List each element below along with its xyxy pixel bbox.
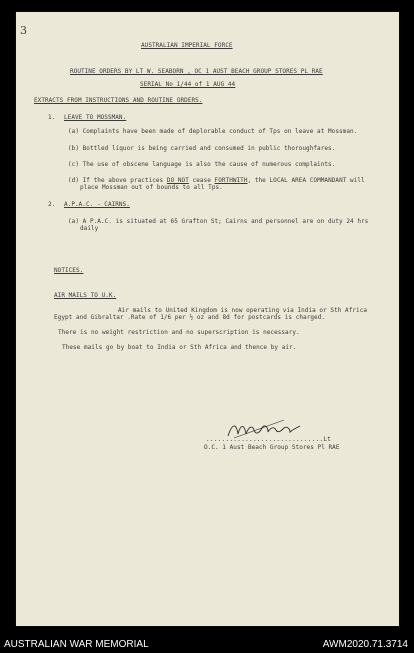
item-d-suffix: , the LOCAL AREA COMMANDANT will: [247, 177, 365, 184]
airmail-line4: These mails go by boat to India or Sth Africa and thence by air.: [62, 344, 297, 351]
section2-item-a-line2: daily: [80, 225, 99, 232]
item-b: (b) Bottled liquor is being carried and consumed in public thoroughfares.: [68, 145, 336, 152]
section1-number: 1.: [48, 114, 56, 121]
item-c: (c) The use of obscene language is also the cause of numerous complaints.: [68, 161, 336, 168]
item-d-line1: [68, 177, 365, 184]
item-d-mid: cease: [192, 177, 211, 184]
airmail-line1: Air mails to United Kingdom is now operating via India or Sth Africa: [118, 307, 368, 314]
archive-footer: [0, 637, 414, 653]
airmail-line2: Egypt and Gibraltar .Rate of 1/6 per ½ oz and 8d for postcards is charged.: [54, 314, 326, 321]
airmail-heading: AIR MAILS TO U.K.: [54, 292, 117, 299]
extracts-heading: EXTRACTS FROM INSTRUCTIONS AND ROUTINE ORDERS.: [34, 97, 203, 104]
signature-title: O.C. 1 Aust Beach Group Stores Pl RAE: [204, 444, 340, 451]
accession-number: AWM2020.71.3714: [322, 639, 408, 650]
section2-title: A.P.A.C. - CAIRNS.: [64, 201, 130, 208]
institution-name: AUSTRALIAN WAR MEMORIAL: [4, 639, 149, 650]
item-d-prefix: (d) If the above practices: [68, 177, 164, 184]
section2-number: 2.: [48, 201, 56, 208]
corner-handwritten-number: 3: [20, 24, 27, 37]
airmail-line3: There is no weight restriction and no superscription is necessary.: [58, 329, 300, 336]
item-a: (a) Complaints have been made of deplorable conduct of Tps on leave at Mossman.: [68, 128, 358, 135]
document-page: [16, 12, 399, 626]
serial-line: SERIAL No 1/44 of 1 AUG 44: [140, 81, 236, 88]
signature-dots: ..............................Lt: [206, 436, 332, 443]
section2-item-a-line1: (a) A P.A.C. is situated at 65 Grafton St; Cairns and personnel are on duty 24 hrs: [68, 218, 369, 225]
section1-title: LEAVE TO MOSSMAN.: [64, 114, 127, 121]
notices-heading: NOTICES.: [54, 267, 84, 274]
item-d-forthwith: FORTHWITH: [214, 177, 248, 184]
item-d-do-not: DO NOT: [166, 177, 189, 184]
header-title: AUSTRALIAN IMPERIAL FORCE: [141, 42, 233, 49]
item-d-line2: place Mossman out of bounds to all Tps.: [80, 184, 223, 191]
routine-orders-line: ROUTINE ORDERS BY LT W. SEABORN , OC 1 AUST BEACH GROUP STORES PL RAE: [70, 68, 323, 75]
